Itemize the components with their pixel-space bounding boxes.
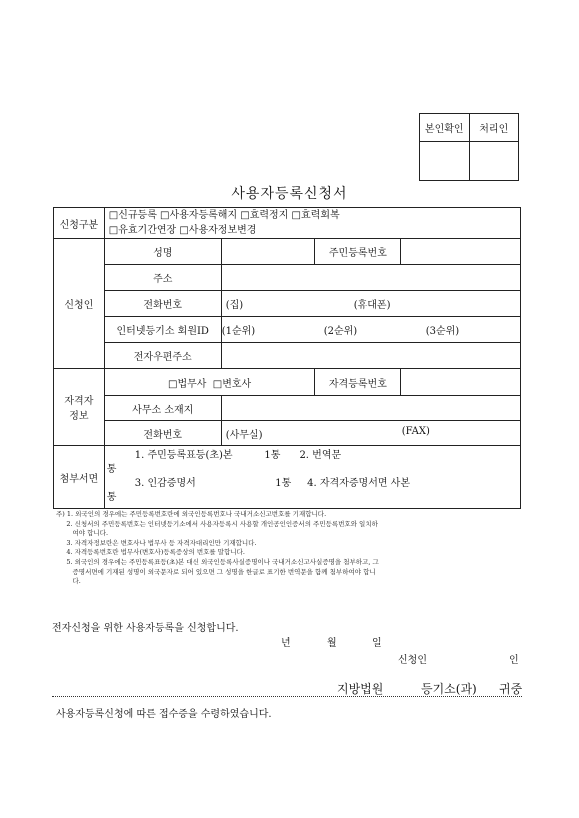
date-month-label: 월 (327, 638, 337, 649)
rrn-field[interactable] (401, 239, 521, 265)
phone-mobile-label: (휴대폰) (353, 300, 391, 311)
date-day-label: 일 (372, 638, 382, 649)
office-location-label: 사무소 소재지 (104, 396, 221, 421)
fax-label: (FAX) (401, 425, 430, 437)
application-form-table (53, 207, 521, 509)
receipt-statement: 사용자등록신청에 따른 접수증을 수령하였습니다. (56, 709, 272, 720)
signature-applicant-label: 신청인 (398, 655, 427, 666)
qual-no-field[interactable] (401, 369, 521, 396)
apply-type-options-line2[interactable]: □유효기간연장 □사용자정보변경 (108, 225, 257, 236)
email-label: 전자우편주소 (104, 343, 221, 369)
applicant-label: 신청인 (54, 239, 105, 369)
dotted-divider (52, 696, 522, 697)
phone-home-label: (집) (225, 300, 244, 311)
rank1-label: (1순위) (221, 326, 256, 337)
signature-seal-label: 인 (509, 655, 519, 666)
qual-no-label: 자격등록번호 (315, 369, 401, 396)
qualifier-phone-label: 전화번호 (104, 421, 221, 446)
note-line: 2. 신청서의 주민등록번호는 인터넷등기소에서 사용자등록시 사용할 개인공인인증서의 주민등록번호와 일치하 (56, 519, 378, 528)
attachment-line2-wrap: 통 (106, 492, 117, 503)
court-addressee (337, 680, 523, 697)
court-registry: 등기소(과) (421, 682, 477, 696)
rank2-label: (2순위) (323, 326, 358, 337)
request-statement: 전자신청을 위한 사용자등록을 신청합니다. (52, 623, 239, 634)
note-line: 증명서면에 기재된 성명이 외국문자로 되어 있으면 그 성명을 한글로 표기한 번역문을 함께 첨부하여야 합니 (56, 567, 376, 576)
qualifier-label-line2: 정보 (69, 411, 89, 422)
attachments-list (104, 446, 520, 509)
qualifier-label-line1: 자격자 (64, 396, 94, 407)
handler-label: 처리인 (469, 114, 519, 142)
note-line: 5. 외국인의 경우에는 주민등록표등(초)본 대신 외국인등록사실증명이나 국내거소신고사실증명을 첨부하고, 그 (56, 557, 379, 566)
confirm-self-label: 본인확인 (420, 114, 470, 142)
address-field[interactable] (221, 265, 520, 291)
attachment-line1-wrap: 통 (106, 464, 117, 475)
court-district: 지방법원 (337, 682, 384, 696)
apply-type-options[interactable] (104, 208, 520, 239)
date-year-label: 년 (281, 638, 291, 649)
confirm-self-cell[interactable] (420, 142, 470, 181)
attachments-label: 첨부서면 (54, 446, 105, 509)
member-id-label: 인터넷등기소 회원ID (104, 317, 221, 343)
notes-section (56, 510, 526, 587)
note-line: 3. 자격자정보란은 변호사나 법무사 등 자격자대리인만 기재합니다. (56, 538, 257, 547)
address-label: 주소 (104, 265, 221, 291)
confirm-box (419, 113, 519, 181)
note-line: 4. 자격등록번호란 법무사(변호사)등록증상의 번호를 말합니다. (56, 548, 245, 557)
attachment-line1: 1. 주민등록표등(초)본 1통 2. 번역문 (134, 450, 342, 461)
email-field[interactable] (221, 343, 520, 369)
attachment-line2: 3. 인감증명서 1통 4. 자격자증명서면 사본 (134, 478, 411, 489)
name-field[interactable] (221, 239, 315, 265)
page-title: 사용자등록신청서 (231, 186, 348, 202)
handler-cell[interactable] (469, 142, 519, 181)
rrn-label: 주민등록번호 (315, 239, 401, 265)
note-line: 다. (56, 577, 81, 586)
rank3-label: (3순위) (425, 326, 460, 337)
member-id-field[interactable] (221, 317, 520, 343)
apply-type-options-line1[interactable]: □신규등록 □사용자등록해지 □효력정지 □효력회복 (108, 210, 340, 221)
court-honorific: 귀중 (499, 682, 523, 696)
note-line: 주) 1. 외국인의 경우에는 주민등록번호란에 외국인등록번호나 국내거소신고번호를 기재합니다. (56, 510, 327, 518)
apply-type-label: 신청구분 (54, 208, 105, 239)
qualifier-type-options[interactable]: □법무사 □변호사 (104, 369, 315, 396)
name-label: 성명 (104, 239, 221, 265)
office-phone-label: (사무실) (225, 429, 263, 441)
phone-field[interactable] (221, 291, 520, 317)
qualifier-label (54, 369, 105, 446)
note-line: 여야 합니다. (56, 529, 109, 538)
qualifier-phone-field[interactable] (221, 421, 520, 446)
office-location-field[interactable] (221, 396, 520, 421)
phone-label: 전화번호 (104, 291, 221, 317)
